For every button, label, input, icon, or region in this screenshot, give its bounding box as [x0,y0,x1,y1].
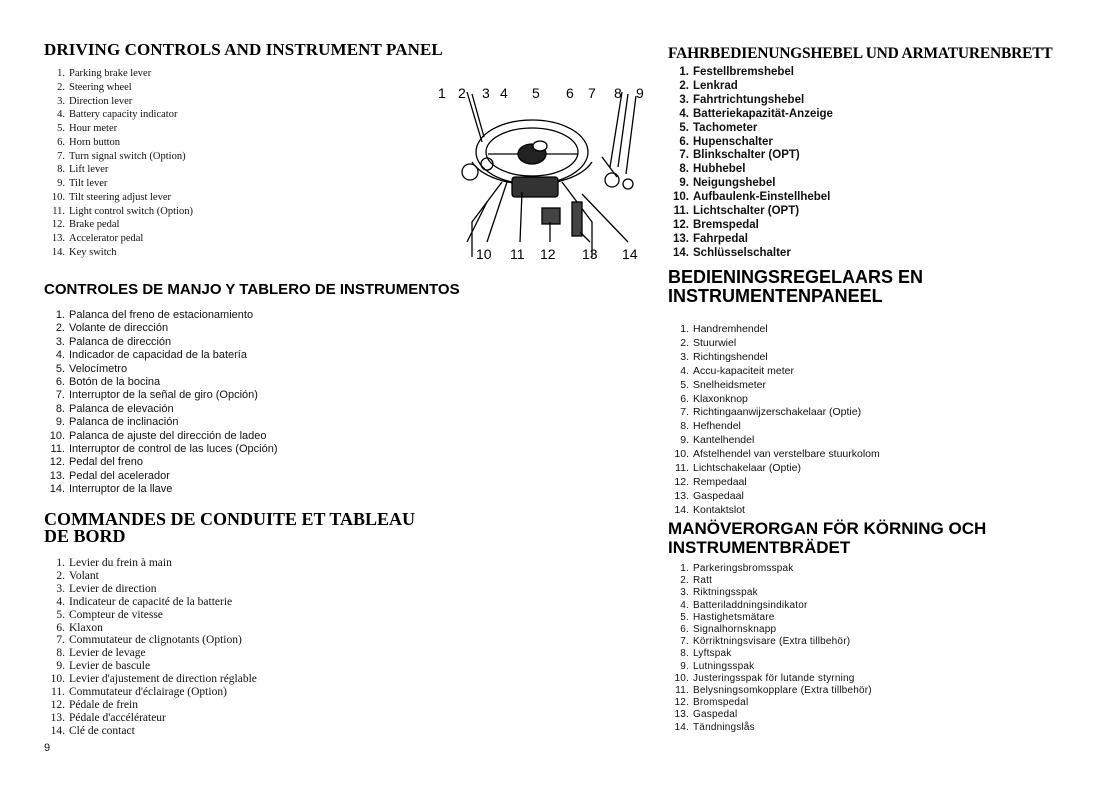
list-item [668,80,1053,94]
callout-11: 11 [510,246,525,262]
list-item-number: 12. [673,218,689,231]
list-item-number: 2. [680,336,689,349]
german-list [668,66,1053,261]
swedish-heading-line2: INSTRUMENTBRÄDET [668,538,851,557]
list-item [668,624,986,636]
diagram-drawing [462,92,636,257]
list-item [44,443,460,456]
list-item-text: Hour meter [69,123,118,134]
list-item [44,150,443,164]
list-item-number: 1. [57,68,65,79]
list-item [668,587,986,599]
list-item-number: 4. [57,109,65,121]
callout-2: 2 [458,85,466,101]
list-item-number: 5. [679,121,689,134]
list-item-number: 14. [49,483,65,496]
list-item-number: 13. [49,469,65,482]
list-item [668,448,923,462]
list-item [668,323,923,337]
list-item [44,557,415,570]
list-item-number: 6. [680,392,689,405]
list-item-text: Lutningsspak [693,660,755,672]
list-item [44,673,415,686]
list-item-text: Palanca del freno de estacionamiento [69,309,254,321]
french-heading-line2: DE BORD [44,526,126,546]
list-item [44,456,460,469]
list-item [44,67,443,81]
list-item-text: Gaspedaal [693,489,744,502]
list-item-text: Levier de bascule [69,660,151,673]
list-item-number: 12. [50,698,65,711]
list-item-number: 6. [55,376,65,389]
list-item-text: Richtingshendel [693,350,768,363]
list-item-text: Handremhendel [693,323,768,335]
list-item-number: 6. [679,135,689,148]
list-item-text: Hubhebel [693,163,746,176]
list-item-text: Batteriladdningsindikator [693,599,808,611]
list-item [668,393,923,407]
list-item [44,570,415,583]
list-item-number: 13. [673,232,689,245]
list-item [668,205,1053,219]
list-item [44,583,415,596]
list-item-text: Parkeringsbromsspak [693,563,794,574]
list-item-number: 1. [680,323,689,335]
list-item [668,163,1053,177]
list-item [668,685,986,697]
english-list [44,67,443,260]
list-item-number: 10. [674,672,689,684]
list-item-text: Volante de dirección [69,322,169,335]
list-item-text: Volant [69,569,99,582]
list-item [44,122,443,136]
list-item [44,376,460,389]
list-item-number: 1. [56,557,65,569]
diagram-bottom-callouts [476,246,638,262]
list-item-text: Commutateur d'éclairage (Option) [69,686,227,699]
list-item [44,622,415,635]
list-item-text: Pedal del freno [69,456,143,469]
list-item-number: 5. [56,608,65,621]
list-item [44,416,460,429]
list-item-number: 6. [56,621,65,634]
swedish-heading-line1: MANÖVERORGAN FÖR KÖRNING OCH [668,519,987,538]
list-item-text: Belysningsomkopplare (Extra tillbehör) [693,685,872,697]
list-item-number: 12. [674,697,689,709]
list-item-number: 9. [55,416,65,429]
french-heading-line1: COMMANDES DE CONDUITE ET TABLEAU [44,509,416,529]
list-item [44,163,443,177]
callout-10: 10 [476,246,492,262]
dutch-section [668,268,923,518]
list-item-text: Lyftspak [693,648,732,660]
list-item [668,66,1053,80]
english-section [44,40,443,260]
callout-3: 3 [482,85,490,101]
list-item [44,218,443,232]
list-item [44,349,460,362]
list-item-number: 12. [51,219,65,231]
list-item-text: Klaxonknop [693,392,748,405]
list-item-number: 11. [52,205,65,217]
list-item [44,81,443,95]
list-item-text: Interruptor de control de las luces (Opción) [69,443,278,456]
list-item-number: 3. [56,582,65,595]
list-item [44,232,443,246]
list-item-number: 13. [51,233,65,244]
list-item-number: 14. [674,503,689,516]
spanish-section [44,281,460,497]
list-item-number: 13. [50,711,65,724]
list-item-number: 5. [680,611,689,623]
list-item [668,673,986,685]
list-item [44,634,415,647]
list-item [668,108,1053,122]
list-item [668,94,1053,108]
dutch-heading-line1: BEDIENINGSREGELAARS EN [668,267,924,287]
list-item-number: 8. [679,163,689,176]
list-item-text: Tachometer [693,121,758,134]
list-item [44,191,443,205]
list-item [668,379,923,393]
list-item-text: Aufbaulenk-Einstellhebel [693,191,831,204]
list-item-number: 11. [50,443,65,456]
dutch-list [668,323,923,518]
list-item [44,470,460,483]
list-item [668,648,986,660]
list-item-number: 11. [673,205,689,218]
list-item [668,709,986,721]
list-item-number: 8. [55,402,65,415]
callout-12: 12 [540,246,556,262]
list-item-number: 10. [50,673,65,686]
list-item-text: Clé de contact [69,724,135,737]
list-item-text: Battery capacity indicator [69,109,178,121]
list-item-text: Hastighetsmätare [693,611,775,623]
list-item [668,490,923,504]
list-item [668,434,923,448]
list-item-text: Lenkrad [693,79,738,92]
list-item-number: 1. [55,309,65,321]
list-item [668,365,923,379]
list-item-text: Direction lever [69,95,133,107]
list-item [44,725,415,738]
list-item-text: Tändningslås [693,721,755,733]
list-item [668,177,1053,191]
list-item-number: 8. [57,164,65,176]
list-item-text: Kantelhendel [693,434,755,447]
list-item-number: 9. [56,660,65,673]
list-item-number: 14. [50,724,65,737]
list-item-number: 7. [56,634,65,647]
callout-13: 13 [582,246,598,262]
list-item-number: 4. [680,599,689,611]
list-item [668,351,923,365]
list-item-number: 3. [55,335,65,348]
list-item [668,600,986,612]
list-item-text: Hupenschalter [693,135,773,148]
list-item-text: Tilt steering adjust lever [69,191,171,203]
page-number: 9 [44,742,51,754]
list-item [668,247,1053,261]
list-item-number: 6. [57,136,65,148]
list-item-number: 8. [680,648,689,660]
list-item [668,136,1053,150]
list-item-text: Velocímetro [69,362,128,375]
list-item-number: 8. [56,647,65,660]
list-item-number: 4. [679,107,689,120]
list-item [668,420,923,434]
swedish-heading [668,519,986,557]
list-item [668,337,923,351]
list-item-text: Pedal del acelerador [69,469,170,482]
list-item [44,596,415,609]
list-item-text: Parking brake lever [69,68,152,79]
list-item [668,233,1053,247]
list-item-number: 6. [680,624,689,636]
list-item [44,309,460,322]
list-item [44,108,443,122]
list-item [668,575,986,587]
list-item-number: 3. [679,93,689,106]
list-item [668,406,923,420]
list-item [44,95,443,109]
list-item-text: Afstelhendel van verstelbare stuurkolom [693,448,880,461]
list-item-text: Accelerator pedal [69,233,144,244]
list-item-text: Horn button [69,136,121,148]
list-item-text: Neigungshebel [693,177,776,190]
list-item [668,149,1053,163]
list-item-text: Fahrtrichtungshebel [693,93,805,106]
list-item-number: 9. [679,177,689,190]
list-item-number: 10. [673,191,689,204]
list-item-number: 2. [57,81,65,93]
list-item [44,322,460,335]
list-item-number: 4. [56,595,65,608]
list-item [44,483,460,496]
french-heading [44,511,415,545]
list-item [668,462,923,476]
list-item-text: Palanca de ajuste del dirección de ladeo [69,429,267,442]
list-item-number: 7. [57,150,65,162]
list-item-text: Lift lever [69,164,109,176]
list-item-number: 11. [675,685,689,697]
list-item-text: Gaspedal [693,709,738,721]
list-item-number: 14. [674,721,689,733]
callout-5: 5 [532,85,540,101]
list-item [44,136,443,150]
list-item-number: 9. [57,178,65,189]
list-item [44,660,415,673]
list-item-text: Lichtschakelaar (Optie) [693,462,801,475]
list-item [668,636,986,648]
list-item [44,336,460,349]
list-item-number: 2. [679,79,689,92]
list-item-text: Accu-kapaciteit meter [693,364,794,377]
list-item-number: 13. [674,489,689,502]
callout-7: 7 [588,85,596,101]
list-item-text: Levier de direction [69,582,157,595]
english-heading: DRIVING CONTROLS AND INSTRUMENT PANEL [44,40,443,59]
list-item-text: Commutateur de clignotants (Option) [69,634,242,647]
list-item-number: 14. [51,246,65,258]
list-item-number: 1. [679,66,689,78]
list-item-number: 2. [55,322,65,335]
callout-6: 6 [566,85,574,101]
list-item-text: Signalhornsknapp [693,624,777,636]
german-heading: FAHRBEDIENUNGSHEBEL UND ARMATURENBRETT [668,45,1053,62]
list-item-number: 8. [680,420,689,433]
list-item-text: Levier de levage [69,647,146,660]
list-item-text: Tilt lever [69,178,108,189]
list-item [44,699,415,712]
list-item [44,177,443,191]
list-item-text: Levier du frein à main [69,557,172,569]
list-item [668,563,986,575]
list-item-number: 2. [680,575,689,587]
list-item-text: Hefhendel [693,420,741,433]
list-item [668,191,1053,205]
german-section [668,45,1053,261]
callout-9: 9 [636,85,644,101]
list-item-text: Pédale d'accélérateur [69,711,166,724]
list-item-number: 14. [673,246,689,259]
list-item-text: Snelheidsmeter [693,378,766,391]
list-item [668,122,1053,136]
list-item-text: Schlüsselschalter [693,246,791,259]
list-item-number: 9. [680,660,689,672]
list-item-text: Riktningsspak [693,587,758,599]
list-item-number: 12. [674,475,689,488]
list-item [668,697,986,709]
list-item [668,612,986,624]
list-item [44,205,443,219]
list-item-text: Körriktningsvisare (Extra tillbehör) [693,636,851,648]
list-item-text: Fahrpedal [693,232,748,245]
list-item-text: Key switch [69,246,117,258]
list-item-text: Interruptor de la llave [69,483,173,496]
list-item-number: 2. [56,569,65,582]
dutch-heading-line2: INSTRUMENTENPANEEL [668,286,883,306]
spanish-list [44,309,460,497]
list-item-number: 10. [674,448,689,461]
list-item-text: Rempedaal [693,475,747,488]
list-item [668,722,986,734]
list-item-number: 5. [55,362,65,375]
list-item [668,219,1053,233]
list-item-text: Palanca de inclinación [69,416,179,429]
list-item [668,476,923,490]
instrument-panel-diagram [432,82,654,262]
list-item-text: Interruptor de la señal de giro (Opción) [69,389,258,402]
list-item [44,647,415,660]
list-item-text: Batteriekapazität-Anzeige [693,107,833,120]
list-item-text: Botón de la bocina [69,376,161,389]
list-item [44,403,460,416]
list-item [44,712,415,725]
list-item-number: 13. [674,709,689,721]
spanish-heading: CONTROLES DE MANJO Y TABLERO DE INSTRUMENTOS [44,281,460,298]
list-item-text: Palanca de elevación [69,402,174,415]
list-item-text: Turn signal switch (Option) [69,150,186,162]
list-item-number: 5. [680,378,689,391]
list-item-text: Ratt [693,575,713,587]
list-item-number: 7. [680,406,689,419]
list-item-text: Compteur de vitesse [69,608,163,621]
swedish-section [668,519,986,734]
list-item-number: 3. [680,587,689,599]
list-item-number: 7. [680,636,689,648]
list-item-text: Kontaktslot [693,503,745,516]
list-item [44,246,443,260]
list-item-text: Light control switch (Option) [69,205,193,217]
list-item-text: Richtingaanwijzerschakelaar (Optie) [693,406,862,419]
list-item-text: Pédale de frein [69,698,138,711]
list-item-text: Klaxon [69,621,103,634]
list-item-number: 9. [680,434,689,447]
list-item [44,363,460,376]
list-item-number: 10. [51,191,65,203]
french-list [44,557,415,738]
list-item-text: Stuurwiel [693,336,737,349]
list-item-number: 12. [49,456,65,469]
list-item-number: 11. [51,686,65,699]
list-item-text: Palanca de dirección [69,335,172,348]
list-item-text: Lichtschalter (OPT) [693,205,800,218]
list-item-number: 7. [679,149,689,162]
list-item [44,686,415,699]
list-item [44,430,460,443]
list-item [44,609,415,622]
swedish-list [668,563,986,734]
list-item-number: 4. [680,364,689,377]
list-item-number: 3. [57,95,65,107]
list-item-text: Bremspedal [693,218,759,231]
list-item-text: Festellbremshebel [693,66,794,78]
list-item-number: 4. [55,349,65,362]
list-item-text: Brake pedal [69,219,120,231]
list-item-number: 1. [680,563,689,574]
list-item-number: 7. [55,389,65,402]
callout-14: 14 [622,246,638,262]
list-item [668,661,986,673]
list-item [44,389,460,402]
list-item-number: 3. [680,350,689,363]
callout-1: 1 [438,85,446,101]
dutch-heading [668,268,923,306]
list-item-number: 10. [49,429,65,442]
list-item-text: Steering wheel [69,81,132,93]
callout-4: 4 [500,85,508,101]
list-item-text: Bromspedal [693,697,749,709]
list-item-text: Blinkschalter (OPT) [693,149,800,162]
list-item-number: 11. [675,462,689,475]
list-item-number: 5. [57,123,65,134]
list-item-text: Indicateur de capacité de la batterie [69,595,233,608]
french-section [44,511,415,738]
list-item-text: Justeringsspak för lutande styrning [693,672,855,684]
list-item-text: Levier d'ajustement de direction réglable [69,673,257,686]
callout-8: 8 [614,85,622,101]
list-item-text: Indicador de capacidad de la batería [69,349,247,362]
list-item [668,504,923,518]
